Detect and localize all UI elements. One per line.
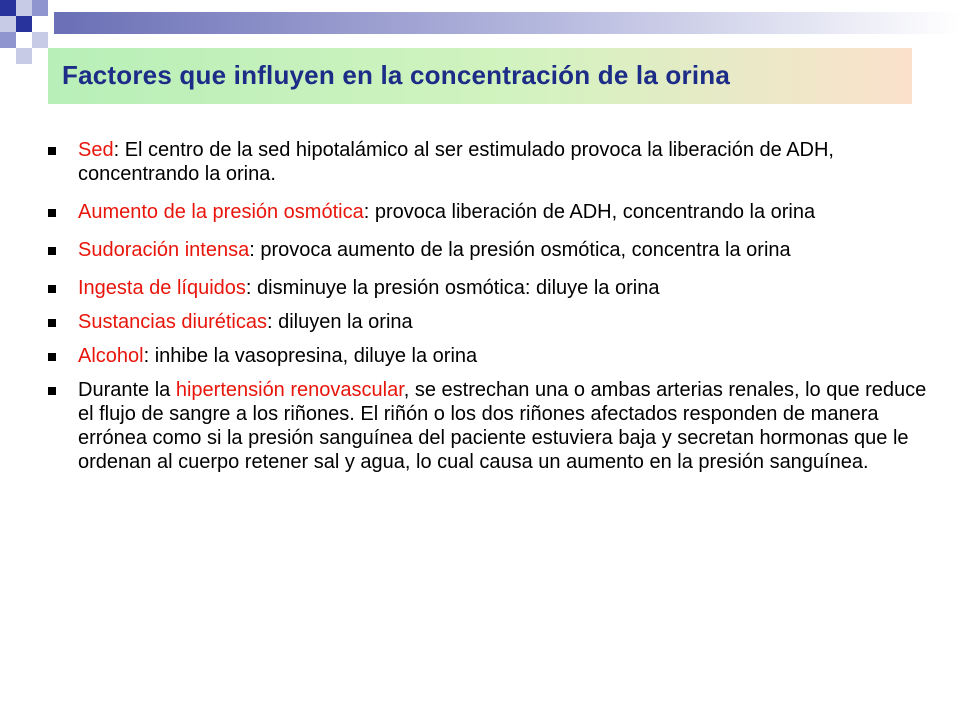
bullet-item (48, 200, 928, 224)
square-bullet-icon (48, 147, 56, 155)
square-bullet-icon (48, 387, 56, 395)
bullet-item (48, 138, 928, 186)
bullet-text: : El centro de la sed hipotalámico al ser estimulado provoca la liberación de ADH, concentrando la orina. (78, 139, 834, 185)
bullet-term: Ingesta de líquidos (78, 277, 246, 299)
corner-square (0, 16, 16, 32)
bullet-term: Sustancias diuréticas (78, 311, 267, 333)
bullet-term: Sed (78, 139, 114, 161)
bullet-text: : provoca aumento de la presión osmótica, concentra la orina (249, 239, 791, 261)
bullet-term: hipertensión renovascular (175, 379, 404, 401)
bullet-term: Sudoración intensa (78, 239, 250, 261)
bullet-text: : provoca liberación de ADH, concentrando la orina (363, 201, 816, 223)
square-bullet-icon (48, 247, 56, 255)
bullet-text: : disminuye la presión osmótica: diluye la orina (245, 277, 660, 299)
bullet-term: Alcohol (78, 345, 144, 367)
slide-title: Factores que influyen en la concentración de la orina (62, 60, 730, 90)
square-bullet-icon (48, 209, 56, 217)
corner-square (0, 0, 16, 16)
corner-square (0, 32, 16, 48)
bullet-item (48, 276, 928, 300)
bullet-text: : inhibe la vasopresina, diluye la orina (143, 345, 478, 367)
square-bullet-icon (48, 285, 56, 293)
bullet-item (48, 310, 928, 334)
bullet-text-prefix: Durante la (78, 379, 176, 401)
corner-square (32, 32, 48, 48)
bullet-item (48, 344, 928, 368)
corner-square (16, 48, 32, 64)
square-bullet-icon (48, 319, 56, 327)
bullet-term: Aumento de la presión osmótica (78, 201, 364, 223)
bullet-list (48, 138, 928, 474)
bullet-item (48, 238, 928, 262)
corner-square (32, 0, 48, 16)
bullet-text: : diluyen la orina (266, 311, 413, 333)
corner-square (16, 16, 32, 32)
bullet-text: , se estrechan una o ambas arterias renales, lo que reduce el flujo de sangre a los riñones. El riñón o los dos riñones afectados responden de manera errónea como si la presión sanguínea del paciente estuviera baja y secretan hormonas que le ordenan al cuerpo retener sal y agua, lo cual causa un aumento en la presión sanguínea. (78, 379, 927, 473)
header-gradient-bar (54, 12, 960, 34)
corner-square (16, 0, 32, 16)
square-bullet-icon (48, 353, 56, 361)
bullet-item (48, 378, 928, 474)
title-banner (48, 48, 912, 104)
